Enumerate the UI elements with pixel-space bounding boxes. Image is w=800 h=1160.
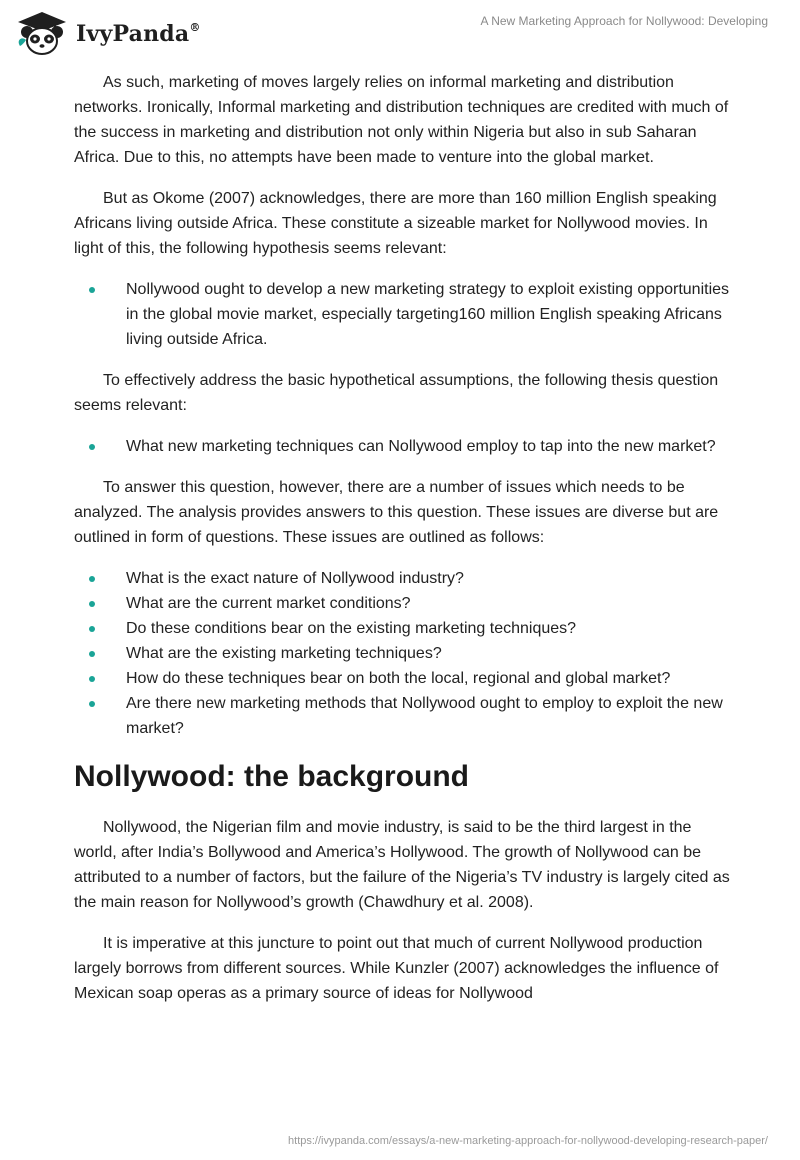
- paragraph-4: To answer this question, however, there are a number of issues which needs to be analyzed. The analysis provides answers to this question. These issues are diverse but are outlined in form of questions. These issues are outlined as follows:: [74, 479, 719, 546]
- paragraph-5: Nollywood, the Nigerian film and movie industry, is said to be the third largest in the world, after India’s Bollywood and America’s Hollywood. The growth of Nollywood can be attributed to a number of factors, but the failure of the Nigeria’s TV industry is largely cited as the main reason for Nollywood’s growth (Chawdhury et al. 2008).: [74, 819, 730, 911]
- issues-list: [74, 566, 734, 741]
- page-header: [0, 0, 800, 70]
- bullet-icon: [89, 576, 95, 582]
- paragraph-6: It is imperative at this juncture to point out that much of current Nollywood production largely borrows from different sources. While Kunzler (2007) acknowledges the influence of Mexican soap operas as a primary source of ideas for Nollywood: [74, 935, 719, 1002]
- paragraph-1: As such, marketing of moves largely relies on informal marketing and distribution networks. Ironically, Informal marketing and distribution techniques are credited with much of the success in marketing and distribution not only within Nigeria but also in sub Saharan Africa. Due to this, no attempts have been made to venture into the global market.: [74, 74, 729, 166]
- bullet-icon: [89, 444, 95, 450]
- list-item: What is the exact nature of Nollywood industry?: [74, 566, 734, 591]
- source-url-link[interactable]: https://ivypanda.com/essays/a-new-marketing-approach-for-nollywood-developing-research-paper/: [288, 1135, 768, 1147]
- list-item: What are the existing marketing techniques?: [74, 641, 734, 666]
- bullet-icon: [89, 287, 95, 293]
- hypothesis-list: [74, 277, 734, 352]
- bullet-icon: [89, 626, 95, 632]
- panda-graduate-icon: [14, 10, 70, 58]
- bullet-icon: [89, 676, 95, 682]
- paragraph-2: But as Okome (2007) acknowledges, there are more than 160 million English speaking Africans living outside Africa. These constitute a sizeable market for Nollywood movies. In light of this, the following hypothesis seems relevant:: [74, 190, 717, 257]
- list-item: Do these conditions bear on the existing marketing techniques?: [74, 616, 734, 641]
- list-item: How do these techniques bear on both the local, regional and global market?: [74, 666, 734, 691]
- bullet-icon: [89, 701, 95, 707]
- bullet-icon: [89, 651, 95, 657]
- document-title: A New Marketing Approach for Nollywood: Developing: [480, 14, 768, 28]
- list-item: Nollywood ought to develop a new marketing strategy to exploit existing opportunities in the global movie market, especially targeting160 million English speaking Africans living outside Africa.: [74, 277, 734, 352]
- article-body: [74, 70, 734, 1022]
- logo-wordmark: IvyPanda®: [76, 20, 201, 47]
- section-heading: Nollywood: the background: [74, 760, 469, 793]
- list-item: What new marketing techniques can Nollywood employ to tap into the new market?: [74, 434, 734, 459]
- list-item: What are the current market conditions?: [74, 591, 734, 616]
- ivypanda-logo[interactable]: [14, 8, 204, 60]
- list-item: Are there new marketing methods that Nollywood ought to employ to exploit the new market?: [74, 691, 734, 741]
- bullet-icon: [89, 601, 95, 607]
- thesis-question-list: [74, 434, 734, 459]
- paragraph-3: To effectively address the basic hypothetical assumptions, the following thesis question seems relevant:: [74, 372, 719, 414]
